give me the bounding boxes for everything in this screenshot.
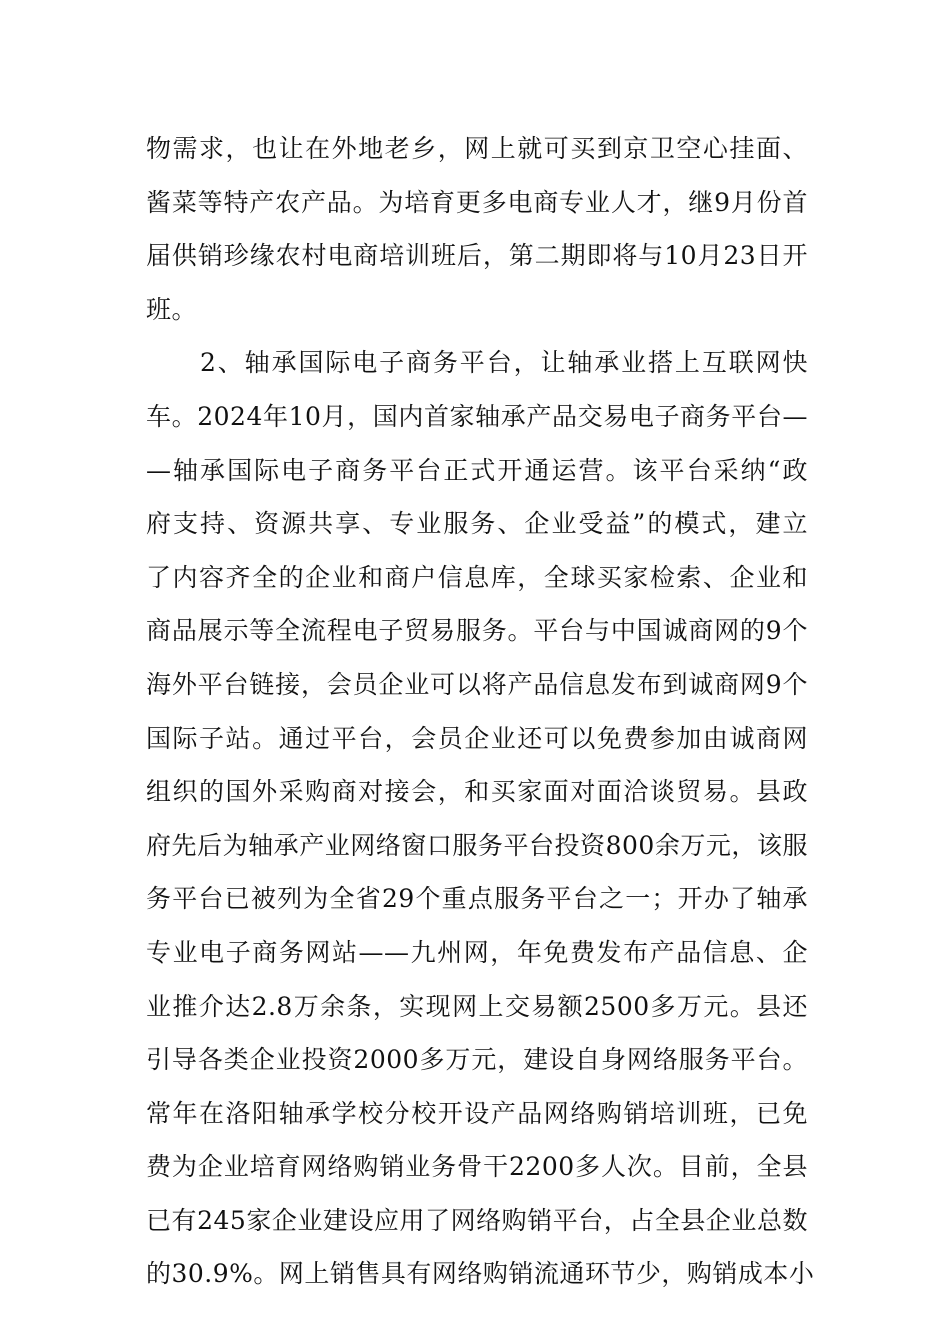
text-line: 商品展示等全流程电子贸易服务。平台与中国诚商网的9个 [146,616,808,646]
text-line: 府先后为轴承产业网络窗口服务平台投资800余万元，该服 [146,830,808,860]
text-line: 届供销珍缘农村电商培训班后，第二期即将与10月23日开 [146,241,808,271]
text-line: 已有245家企业建设应用了网络购销平台，占全县企业总数 [146,1205,808,1235]
text-line: 车。2024年10月，国内首家轴承产品交易电子商务平台— [146,401,808,431]
text-line: 业推介达2.8万余条，实现网上交易额2500多万元。县还 [146,991,808,1021]
text-line: 引导各类企业投资2000多万元，建设自身网络服务平台。 [146,1045,808,1075]
text-line: 专业电子商务网站——九州网，年免费发布产品信息、企 [146,937,808,967]
text-line: 海外平台链接，会员企业可以将产品信息发布到诚商网9个 [146,669,808,699]
text-line: 国际子站。通过平台，会员企业还可以免费参加由诚商网 [146,723,808,753]
text-line: 物需求，也让在外地老乡，网上就可买到京卫空心挂面、 [146,134,808,163]
text-line-indented: 2、轴承国际电子商务平台，让轴承业搭上互联网快 [200,348,808,378]
text-line: 务平台已被列为全省29个重点服务平台之一；开办了轴承 [146,884,808,914]
text-line: 了内容齐全的企业和商户信息库，全球买家检索、企业和 [146,562,808,592]
text-line: 班。 [146,294,198,324]
text-line: 酱菜等特产农产品。为培育更多电商专业人才，继9月份首 [146,187,808,217]
text-line: 费为企业培育网络购销业务骨干2200多人次。目前，全县 [146,1152,808,1182]
text-line: 府支持、资源共享、专业服务、企业受益”的模式，建立 [146,509,808,539]
text-line: 常年在洛阳轴承学校分校开设产品网络购销培训班，已免 [146,1098,808,1128]
text-line: 组织的国外采购商对接会，和买家面对面洽谈贸易。县政 [146,777,808,807]
body-text [146,122,815,1301]
text-line: 的30.9%。网上销售具有网络购销流通环节少，购销成本小 [146,1259,815,1289]
text-line: —轴承国际电子商务平台正式开通运营。该平台采纳“政 [146,455,808,485]
